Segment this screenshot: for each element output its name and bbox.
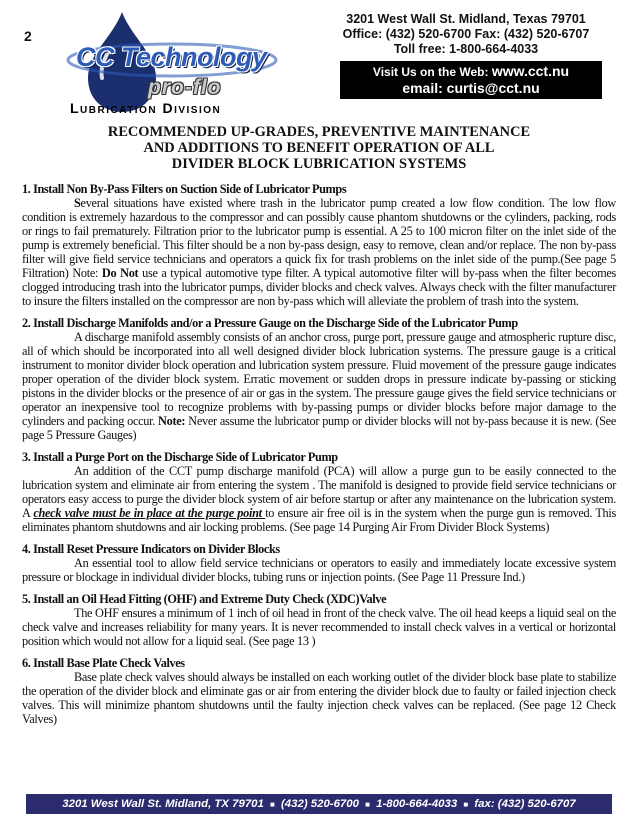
section-1 — [22, 182, 616, 308]
section-5-body: The OHF ensures a minimum of 1 inch of oil head in front of the check valve. The oil head keeps a liquid seal on the check valve and increases reliability for many years. It is never recommended to install check valves in a vertical or horizontal position which would not allow for a liquid seal. (See page 13 ) — [22, 606, 616, 648]
footer-fax: fax: (432) 520-6707 — [474, 798, 576, 810]
section-2-body — [22, 330, 616, 442]
title-line-3: DIVIDER BLOCK LUBRICATION SYSTEMS — [171, 156, 467, 172]
footer-phone: (432) 520-6700 — [281, 798, 359, 810]
section-5-heading: 5. Install an Oil Head Fitting (OHF) and Extreme Duty Check (XDC)Valve — [22, 592, 387, 606]
section-1-text-b: use a typical automotive type filter. A typical automotive filter will by-pass when the filter becomes clogged introducing trash into the lubricator pumps, divider blocks and check valves. Always check with the filter manufacturer to insure the filters installed on the compressor are non by-pass which will alleviate the problem of trash into the system. — [22, 266, 617, 308]
web-box — [340, 61, 602, 99]
footer-tollfree: 1-800-664-4033 — [376, 798, 458, 810]
contact-office: Office: (432) 520-6700 Fax: (432) 520-6707 — [342, 27, 590, 41]
section-3 — [22, 450, 616, 534]
section-4-heading: 4. Install Reset Pressure Indicators on Divider Blocks — [22, 542, 280, 556]
section-2-heading: 2. Install Discharge Manifolds and/or a Pressure Gauge on the Discharge Side of the Lubricator Pump — [22, 316, 518, 330]
footer-separator: ■ — [365, 800, 370, 809]
section-3-text-b: to ensure air free oil is in the system when the purge gun is removed. This eliminates phantom shutdowns and air locking problems. (See page 14 Purging Air From Divider Block Systems) — [22, 506, 616, 534]
section-6-body: Base plate check valves should always be installed on each working outlet of the divider block base plate to stabilize the operation of the divider block and eliminate gas or air from entering the divider block due to faulty or failed injection check valves. This will minimize phantom shutdowns until the faulty injection check valves can be replaced. (See page 12 Check Valves) — [22, 670, 616, 726]
section-2-text-b: Never assume the lubricator pump or divider blocks will not by-pass because it is new. (See page 5 Pressure Gauges) — [22, 414, 616, 442]
logo-product: pro-flo — [148, 76, 222, 99]
section-1-body — [22, 196, 616, 308]
title-line-2: AND ADDITIONS TO BENEFIT OPERATION OF ALL — [143, 140, 495, 156]
title-line-1: RECOMMENDED UP-GRADES, PREVENTIVE MAINTENANCE — [107, 124, 531, 140]
contact-address: 3201 West Wall St. Midland, Texas 79701 — [346, 12, 586, 26]
section-6 — [22, 656, 616, 726]
contact-block — [318, 12, 614, 99]
contact-tollfree: Toll free: 1-800-664-4033 — [393, 42, 539, 56]
section-2-note: Note: — [158, 414, 186, 428]
page-title — [60, 124, 578, 172]
web-line — [340, 64, 602, 80]
section-1-first-letter: S — [74, 196, 81, 210]
section-3-body — [22, 464, 616, 534]
email-link[interactable]: email: curtis@cct.nu — [402, 80, 540, 96]
footer-address: 3201 West Wall St. Midland, TX 79701 — [62, 798, 264, 810]
section-1-heading: 1. Install Non By-Pass Filters on Suction Side of Lubricator Pumps — [22, 182, 347, 196]
section-1-text-a: everal situations have existed where trash in the lubricator pump created a low flow condition. The low flow condition is extremely hazardous to the compressor and can possibly cause phantom shutdowns or the cylinders, packing, rods or rings to fail prematurely. Filtration prior to the lubricator pump is essential. A 25 to 100 micron filter on the inlet side of the pump is extremely beneficial. This filter should be a non by-pass design, easy to remove, clean and/or replace. The non by-pass filter will give field service technicians and operators a quick fix for trash problems on the inlet side of the pump.(See page 5 Filtration) Note: — [22, 196, 616, 280]
section-3-text-a: An addition of the CCT pump discharge manifold (PCA) will allow a purge gun to be easily connected to the lubrication system and eliminate air from entering the system . The manifold is designed to provide field service technicians or operators easy access to purge the divider block system of air before startup or after any maintenance on the lubrication system. A — [22, 464, 616, 520]
web-link[interactable]: www.cct.nu — [491, 63, 570, 79]
logo-division: Lubrication Division — [70, 100, 222, 116]
page-number: 2 — [24, 28, 32, 44]
web-label: Visit Us on the Web: — [372, 65, 492, 79]
footer-separator: ■ — [463, 800, 469, 809]
section-5 — [22, 592, 616, 648]
document-body — [22, 182, 616, 734]
logo-brand: CC Technology — [76, 42, 267, 72]
section-3-heading: 3. Install a Purge Port on the Discharge Side of Lubricator Pump — [22, 450, 338, 464]
footer-separator: ■ — [270, 800, 275, 809]
section-4-body: An essential tool to allow field service technicians or operators to easily and immediately locate excessive system pressure or blockage in individual divider blocks, tubing runs or injection points. (See Page 11 Pressure Ind.) — [22, 556, 616, 584]
section-6-heading: 6. Install Base Plate Check Valves — [22, 656, 185, 670]
company-logo — [60, 8, 285, 118]
section-4 — [22, 542, 616, 584]
section-2 — [22, 316, 616, 442]
section-1-bold: Do Not — [101, 266, 139, 280]
section-2-text-a: A discharge manifold assembly consists of an anchor cross, purge port, pressure gauge and atmospheric rupture disc, all of which should be incorporated into all well designed divider block lubrication systems. The pressure gauge is a critical instrument to monitor divider block operation and lubrication system pressure. Fluid movement of the pressure gauge indicates proper operation of the divider block system. Erratic movement or sudden drops in pressure indicate by-passing or sticking pistons in the divider blocks or the presence of air or gas in the system. The pressure gauge gives the field service technicians or operator an inexpensive tool to recognize problems with by-passing pumps or divider blocks before major damage to the cylinders and packing occur. — [22, 330, 616, 428]
footer-bar — [26, 794, 612, 814]
section-3-emphasis: check valve must be in place at the purge point — [33, 506, 266, 520]
